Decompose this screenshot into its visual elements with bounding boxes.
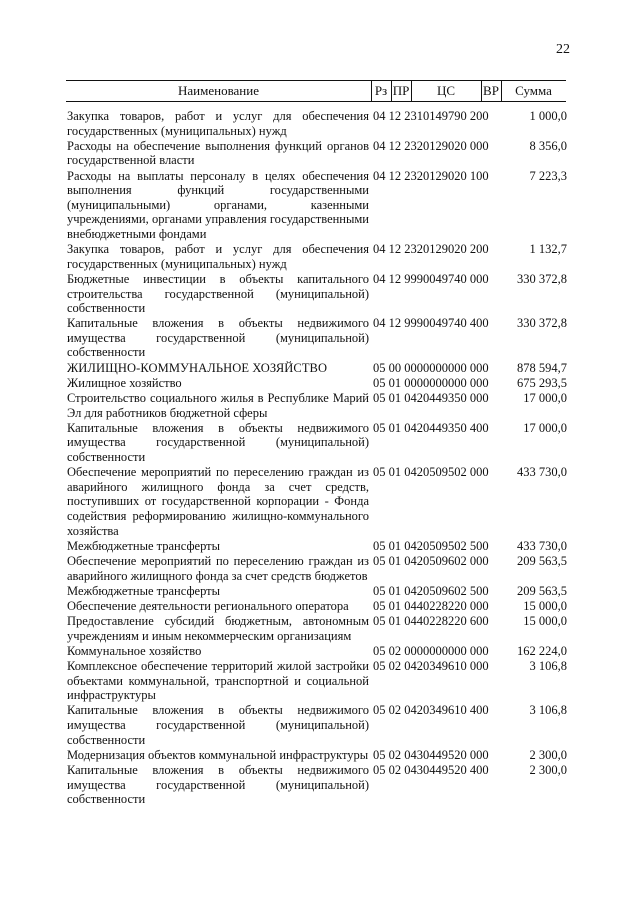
row-sum: 209 563,5 (517, 583, 567, 598)
row-cs: 0420449350 (404, 391, 467, 406)
row-name: Модернизация объектов коммунальной инфраструктуры (67, 747, 369, 762)
row-rz: 04 (373, 242, 386, 257)
row-rz: 04 (373, 271, 386, 286)
row-name: Комплексное обеспечение территорий жилой застройки объектами коммунальной, транспортной и социальной инфраструктуры (67, 659, 369, 703)
row-vr: 000 (469, 465, 489, 480)
row-cs: 0440228220 (404, 598, 467, 613)
header-pr: ПР (392, 83, 410, 98)
row-pr: 01 (388, 553, 402, 568)
row-pr: 12 (388, 109, 402, 123)
row-vr: 000 (469, 138, 489, 153)
row-codes (373, 139, 489, 154)
row-cs: 0420449350 (404, 420, 467, 435)
row-pr: 02 (388, 659, 402, 674)
row-cs: 0420349610 (404, 659, 467, 674)
row-cs: 0420509502 (404, 538, 467, 553)
row-name: Капитальные вложения в объекты недвижимого имущества государственной (муниципальной) собственности (67, 316, 369, 360)
row-rz: 05 (373, 465, 386, 480)
row-name: Жилищное хозяйство (67, 375, 182, 390)
row-sum: 209 563,5 (517, 553, 567, 568)
row-name: Капитальные вложения в объекты недвижимого имущества государственной (муниципальной) собственности (67, 703, 369, 747)
row-cs: 0430449520 (404, 763, 467, 777)
row-cs: 2310149790 (404, 109, 467, 123)
row-codes (373, 644, 489, 659)
row-sum: 2 300,0 (529, 747, 567, 762)
row-sum: 878 594,7 (517, 360, 567, 375)
table-row (67, 391, 567, 420)
row-codes (373, 361, 489, 376)
row-rz: 05 (373, 420, 386, 435)
row-pr: 01 (388, 465, 402, 480)
row-sum: 8 356,0 (529, 138, 567, 153)
row-name: Коммунальное хозяйство (67, 643, 202, 658)
row-rz: 05 (373, 703, 386, 718)
row-name: Предоставление субсидий бюджетным, автономным учреждениям и иным некоммерческим организациям (67, 614, 369, 643)
row-pr: 12 (388, 271, 402, 286)
row-rz: 05 (373, 391, 386, 406)
row-cs: 0420509602 (404, 583, 467, 598)
row-cs: 9990049740 (404, 271, 467, 286)
row-rz: 04 (373, 109, 386, 123)
page-number: 22 (556, 42, 570, 57)
row-cs: 0000000000 (404, 643, 467, 658)
header-sum: Сумма (515, 83, 552, 98)
row-sum: 330 372,8 (517, 271, 567, 286)
table-row (67, 361, 567, 376)
row-vr: 200 (469, 242, 489, 257)
row-vr: 400 (469, 763, 489, 777)
row-vr: 400 (469, 420, 489, 435)
row-name: Межбюджетные трансферты (67, 583, 221, 598)
row-sum: 1 000,0 (529, 109, 567, 123)
row-pr: 02 (388, 763, 402, 777)
row-vr: 400 (469, 703, 489, 718)
row-rz: 05 (373, 553, 386, 568)
row-pr: 01 (388, 538, 402, 553)
row-pr: 01 (388, 598, 402, 613)
row-cs: 2320129020 (404, 168, 467, 183)
row-name: Расходы на выплаты персоналу в целях обеспечения выполнения функций государственными (муниципальными) органами, казенными учреждениями, органами управления государственными внебюджетными фондами (67, 168, 369, 241)
header-vr: ВР (483, 83, 499, 98)
row-codes (373, 599, 489, 614)
row-vr: 000 (469, 643, 489, 658)
table-row (67, 316, 567, 360)
row-vr: 500 (469, 538, 489, 553)
header-cs: ЦС (436, 83, 456, 98)
row-name: Закупка товаров, работ и услуг для обеспечения государственных (муниципальных) нужд (67, 109, 369, 138)
row-name: Бюджетные инвестиции в объекты капитального строительства государственной (муниципальной) собственности (67, 271, 369, 316)
table-row (67, 169, 567, 242)
row-codes (373, 391, 489, 406)
header-name: Наименование (178, 83, 259, 98)
row-vr: 200 (469, 109, 489, 123)
row-sum: 7 223,3 (529, 168, 567, 183)
row-vr: 000 (469, 747, 489, 762)
row-rz: 05 (373, 583, 386, 598)
row-codes (373, 316, 489, 331)
row-pr: 00 (388, 360, 402, 375)
row-name: Обеспечение мероприятий по переселению граждан из аварийного жилищного фонда за счет средств бюджетов (67, 553, 369, 583)
row-pr: 12 (388, 242, 402, 257)
row-sum: 330 372,8 (517, 316, 567, 331)
row-vr: 100 (469, 168, 489, 183)
row-rz: 04 (373, 138, 386, 153)
row-rz: 05 (373, 538, 386, 553)
row-cs: 0430449520 (404, 747, 467, 762)
row-pr: 01 (388, 583, 402, 598)
row-pr: 02 (388, 643, 402, 658)
table-row (67, 421, 567, 465)
row-rz: 05 (373, 659, 386, 674)
row-codes (373, 614, 489, 629)
row-vr: 500 (469, 583, 489, 598)
row-sum: 17 000,0 (523, 420, 567, 435)
row-rz: 04 (373, 168, 386, 183)
row-rz: 05 (373, 643, 386, 658)
row-codes (373, 748, 489, 763)
row-cs: 2320129020 (404, 138, 467, 153)
table-row (67, 109, 567, 138)
row-vr: 000 (469, 659, 489, 674)
row-codes (373, 272, 489, 287)
row-rz: 05 (373, 763, 386, 777)
row-sum: 1 132,7 (529, 242, 567, 257)
row-codes (373, 584, 489, 599)
row-codes (373, 465, 489, 480)
row-name: Строительство социального жилья в Республике Марий Эл для работников бюджетной сферы (67, 391, 369, 420)
table-row (67, 748, 567, 763)
row-cs: 0420509602 (404, 553, 467, 568)
row-codes (373, 421, 489, 436)
row-sum: 15 000,0 (523, 598, 567, 613)
row-pr: 12 (388, 168, 402, 183)
row-sum: 433 730,0 (517, 465, 567, 480)
row-cs: 0000000000 (404, 360, 467, 375)
row-pr: 12 (388, 138, 402, 153)
row-sum: 2 300,0 (529, 763, 567, 777)
row-rz: 05 (373, 598, 386, 613)
row-name: Капитальные вложения в объекты недвижимого имущества государственной (муниципальной) собственности (67, 420, 369, 464)
table-row (67, 272, 567, 316)
row-pr: 01 (388, 614, 402, 629)
row-pr: 01 (388, 375, 402, 390)
row-cs: 0000000000 (404, 375, 467, 390)
row-codes (373, 554, 489, 569)
row-cs: 0420349610 (404, 703, 467, 718)
row-name: Закупка товаров, работ и услуг для обеспечения государственных (муниципальных) нужд (67, 242, 369, 271)
table-row (67, 539, 567, 554)
row-sum: 15 000,0 (523, 614, 567, 629)
row-rz: 04 (373, 316, 386, 331)
row-cs: 0440228220 (404, 614, 467, 629)
table-row (67, 584, 567, 599)
row-vr: 000 (469, 553, 489, 568)
row-name: Обеспечение мероприятий по переселению граждан из аварийного жилищного фонда за счет средств, поступивших от государственной корпорации - Фонда содействия реформированию жилищно-коммунального хозяйства (67, 465, 369, 538)
row-sum: 675 293,5 (517, 375, 567, 390)
row-vr: 000 (469, 598, 489, 613)
row-cs: 9990049740 (404, 316, 467, 331)
row-codes (373, 703, 489, 718)
row-name: Межбюджетные трансферты (67, 538, 221, 553)
row-name: Капитальные вложения в объекты недвижимого имущества государственной (муниципальной) собственности (67, 763, 369, 807)
table-row (67, 465, 567, 538)
row-codes (373, 539, 489, 554)
table-row (67, 614, 567, 643)
table-row (67, 659, 567, 703)
row-rz: 05 (373, 614, 386, 629)
row-rz: 05 (373, 747, 386, 762)
row-sum: 433 730,0 (517, 538, 567, 553)
table-row (67, 763, 567, 807)
row-pr: 01 (388, 420, 402, 435)
row-name: Расходы на обеспечение выполнения функций органов государственной власти (67, 138, 369, 168)
row-vr: 000 (469, 271, 489, 286)
row-codes (373, 376, 489, 391)
row-sum: 3 106,8 (529, 659, 567, 674)
table-row (67, 599, 567, 614)
budget-table-body (67, 109, 567, 807)
row-cs: 0420509502 (404, 465, 467, 480)
row-pr: 02 (388, 703, 402, 718)
row-sum: 17 000,0 (523, 391, 567, 406)
table-row (67, 242, 567, 271)
table-row (67, 376, 567, 391)
table-header (66, 80, 566, 102)
row-sum: 162 224,0 (517, 643, 567, 658)
row-sum: 3 106,8 (529, 703, 567, 718)
row-rz: 05 (373, 375, 386, 390)
row-rz: 05 (373, 360, 386, 375)
row-codes (373, 763, 489, 778)
row-cs: 2320129020 (404, 242, 467, 257)
row-name: Обеспечение деятельности регионального оператора (67, 598, 349, 613)
row-vr: 000 (469, 375, 489, 390)
table-row (67, 703, 567, 747)
row-codes (373, 109, 489, 124)
table-row (67, 554, 567, 583)
row-vr: 600 (469, 614, 489, 629)
row-name: ЖИЛИЩНО-КОММУНАЛЬНОЕ ХОЗЯЙСТВО (67, 360, 328, 375)
row-pr: 12 (388, 316, 402, 331)
row-vr: 400 (469, 316, 489, 331)
row-vr: 000 (469, 391, 489, 406)
row-codes (373, 242, 489, 257)
table-row (67, 644, 567, 659)
row-pr: 01 (388, 391, 402, 406)
row-codes (373, 659, 489, 674)
row-vr: 000 (469, 360, 489, 375)
table-row (67, 139, 567, 168)
header-rz: Рз (374, 83, 388, 98)
row-codes (373, 169, 489, 184)
row-pr: 02 (388, 747, 402, 762)
